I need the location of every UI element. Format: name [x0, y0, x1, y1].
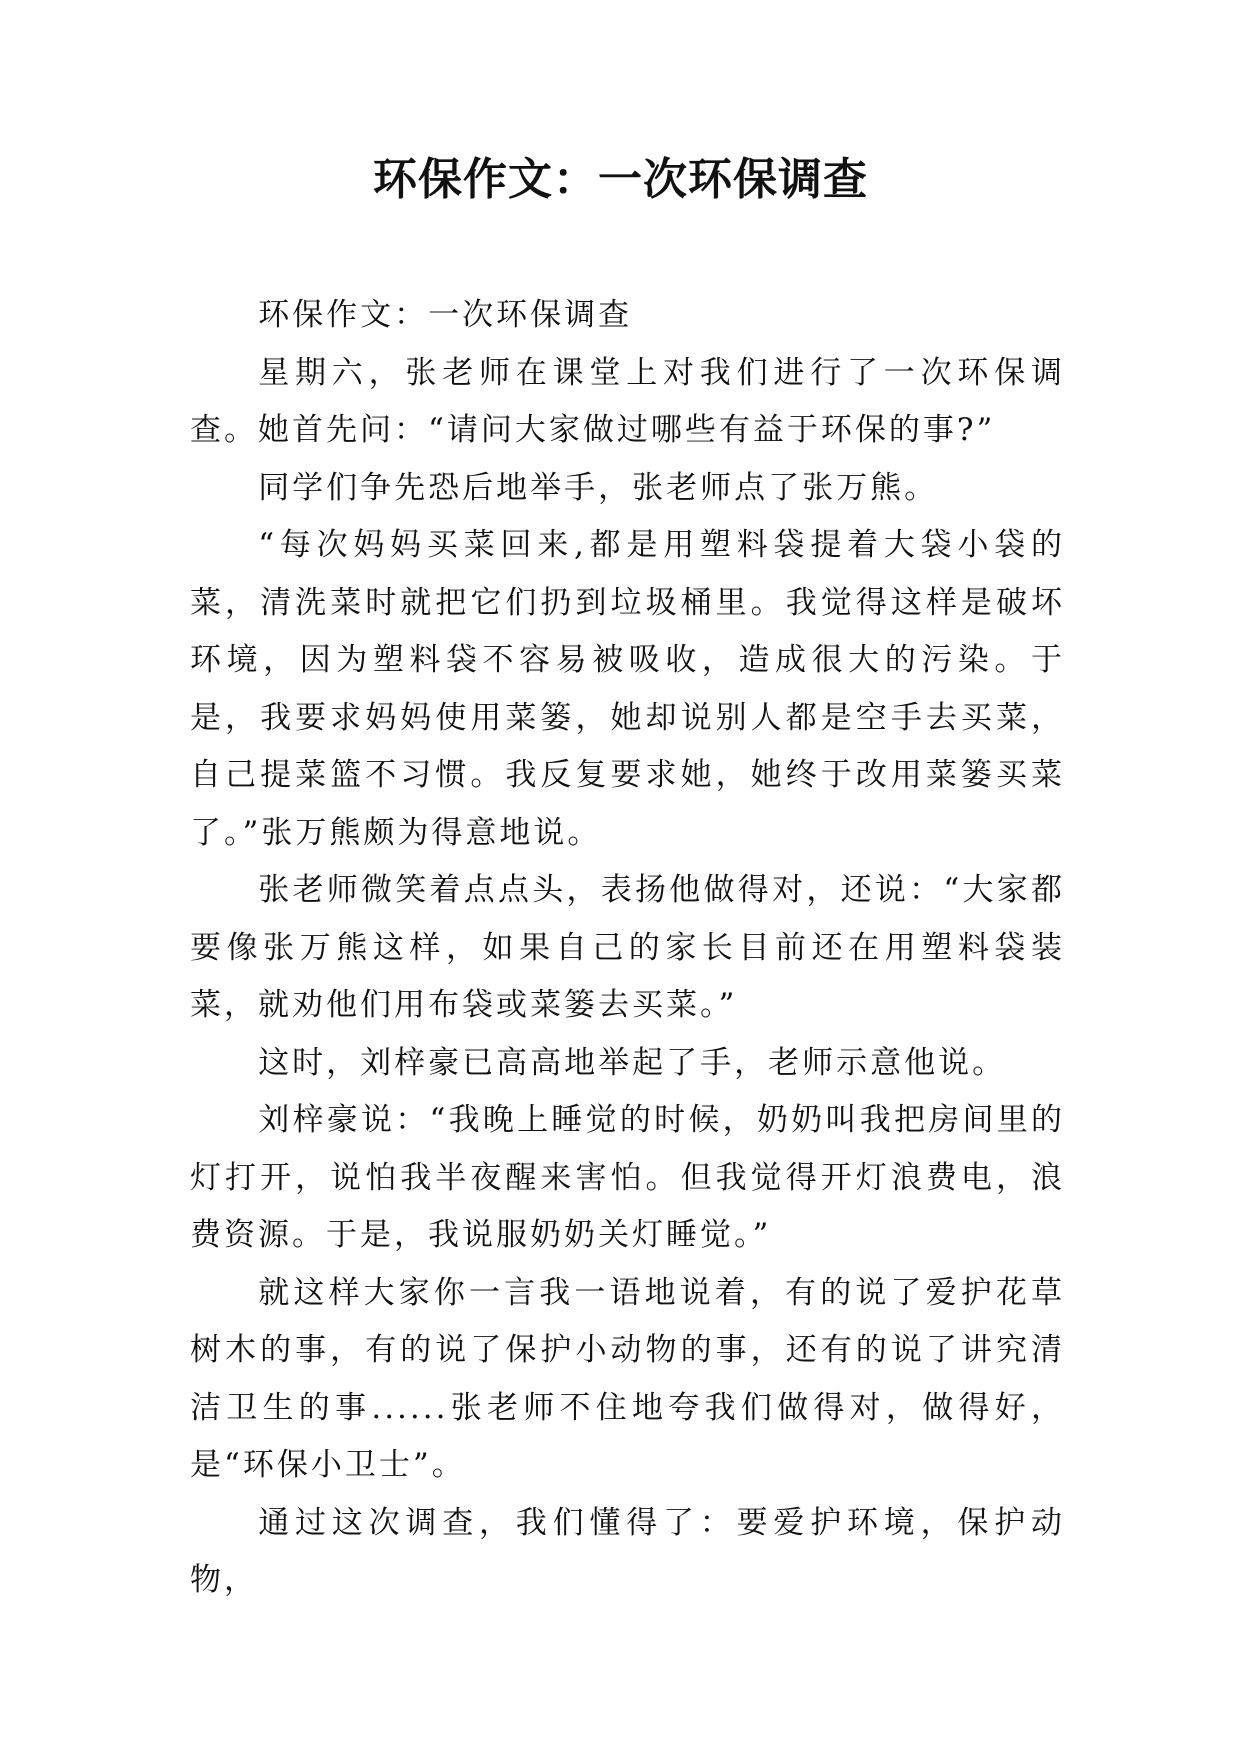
paragraph: 就这样大家你一言我一语地说着，有的说了爱护花草树木的事，有的说了保护小动物的事，还有的说了讲究清洁卫生的事......张老师不住地夸我们做得对，做得好，是“环保小卫士”。	[190, 1274, 1065, 1483]
paragraph: 星期六，张老师在课堂上对我们进行了一次环保调查。她首先问：“请问大家做过哪些有益于环保的事?”	[190, 354, 1065, 448]
paragraph-subtitle: 环保作文：一次环保调查	[258, 297, 633, 333]
paragraph: 通过这次调查，我们懂得了：要爱护环境，保护动物，	[190, 1504, 1065, 1598]
paragraph: 这时，刘梓豪已高高地举起了手，老师示意他说。	[258, 1044, 1007, 1081]
paragraph: “每次妈妈买菜回来,都是用塑料袋提着大袋小袋的菜，清洗菜时就把它们扔到垃圾桶里。我觉得这样是破坏环境，因为塑料袋不容易被吸收，造成很大的污染。于是，我要求妈妈使用菜篓，她却说别人都是空手去买菜，自己提菜篮不习惯。我反复要求她，她终于改用菜篓买菜了。”张万熊颇为得意地说。	[190, 527, 1065, 851]
paragraph: 张老师微笑着点点头，表扬他做得对，还说：“大家都要像张万熊这样，如果自己的家长目前还在用塑料袋装菜，就劝他们用布袋或菜篓去买菜。”	[190, 872, 1065, 1023]
document-title: 环保作文：一次环保调查	[373, 154, 868, 205]
paragraph: 同学们争先恐后地举手，张老师点了张万熊。	[258, 469, 939, 506]
paragraph: 刘梓豪说：“我晚上睡觉的时候，奶奶叫我把房间里的灯打开，说怕我半夜醒来害怕。但我觉得开灯浪费电，浪费资源。于是，我说服奶奶关灯睡觉。”	[190, 1102, 1065, 1253]
document-body	[190, 287, 1065, 1610]
